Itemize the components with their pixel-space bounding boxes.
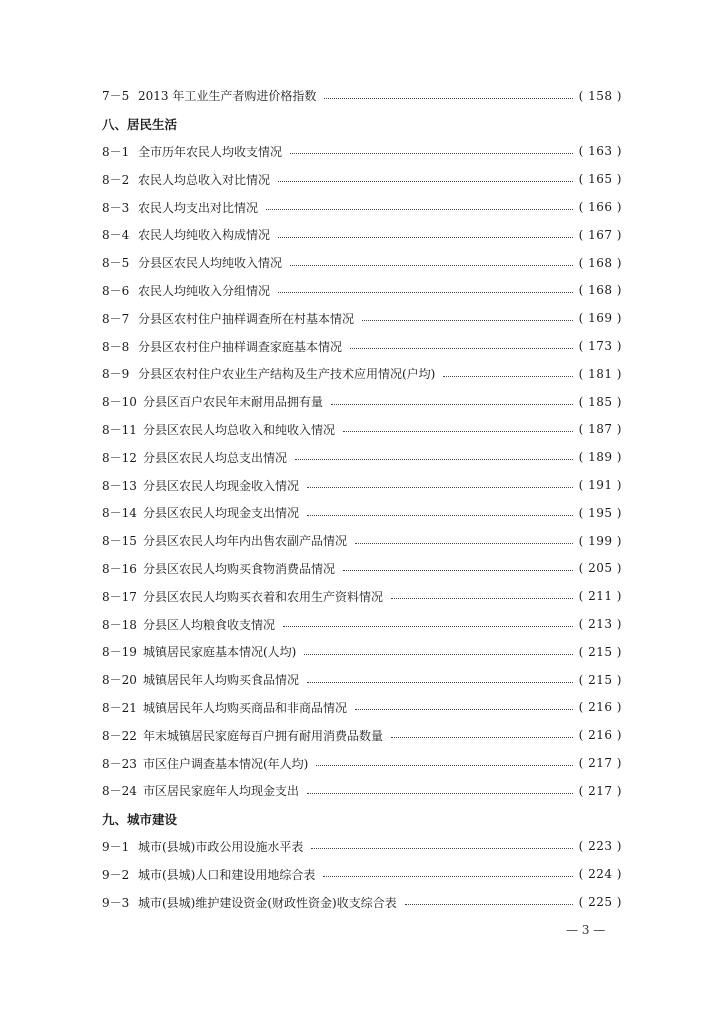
toc-entry-number: 9－1 — [102, 839, 130, 854]
toc-entry-page: ( 191 ) — [578, 478, 622, 493]
toc-entry-page: ( 224 ) — [578, 867, 622, 882]
toc-entry-title: 分县区人均粮食收支情况 — [143, 617, 276, 632]
toc-entry-title: 城市(县城)人口和建设用地综合表 — [138, 867, 316, 882]
toc-entry-page: ( 168 ) — [578, 255, 622, 270]
toc-entry[interactable] — [102, 582, 622, 610]
toc-entry-number: 8－1 — [102, 144, 130, 159]
toc-entry-title: 分县区农村住户抽样调查家庭基本情况 — [138, 339, 343, 354]
dot-leader — [307, 514, 573, 516]
toc-entry-page: ( 168 ) — [578, 283, 622, 298]
toc-entry-number: 9－2 — [102, 867, 130, 882]
toc-section-heading: 九、城市建设 — [102, 811, 178, 827]
toc-entry-title: 分县区百户农民年末耐用品拥有量 — [143, 395, 324, 410]
dot-leader — [323, 875, 572, 877]
toc-entry-page: ( 165 ) — [578, 172, 622, 187]
toc-entry-number: 8－13 — [102, 478, 137, 493]
toc-entry-number: 8－10 — [102, 395, 137, 410]
dot-leader — [307, 792, 573, 794]
dot-leader — [343, 569, 573, 571]
toc-entry-title: 分县区农民人均总支出情况 — [143, 450, 288, 465]
dot-leader — [304, 653, 572, 655]
toc-entry[interactable] — [102, 221, 622, 249]
toc-entry-number: 8－11 — [102, 422, 137, 437]
toc-entry[interactable] — [102, 833, 622, 861]
toc-entry-number: 8－16 — [102, 561, 137, 576]
toc-entry-title: 年末城镇居民家庭每百户拥有耐用消费品数量 — [143, 728, 384, 743]
toc-entry-number: 7－5 — [102, 89, 130, 104]
toc-entry[interactable] — [102, 360, 622, 388]
toc-entry-number: 8－23 — [102, 756, 137, 771]
toc-entry-title: 农民人均支出对比情况 — [138, 200, 259, 215]
dot-leader — [316, 764, 572, 766]
toc-entry-number: 8－6 — [102, 283, 130, 298]
dot-leader — [307, 681, 573, 683]
table-of-contents — [102, 82, 622, 916]
toc-entry[interactable] — [102, 443, 622, 471]
toc-entry-page: ( 199 ) — [578, 533, 622, 548]
toc-entry-page: ( 223 ) — [578, 839, 622, 854]
toc-entry-page: ( 163 ) — [578, 144, 622, 159]
toc-entry[interactable] — [102, 332, 622, 360]
toc-entry-number: 8－24 — [102, 784, 137, 799]
toc-entry-number: 8－4 — [102, 228, 130, 243]
toc-entry-number: 8－14 — [102, 506, 137, 521]
dot-leader — [307, 486, 573, 488]
toc-entry[interactable] — [102, 888, 622, 916]
toc-entry-number: 8－3 — [102, 200, 130, 215]
dot-leader — [311, 847, 572, 849]
toc-entry-title: 城镇居民年人均购买食品情况 — [143, 673, 300, 688]
toc-entry-page: ( 217 ) — [578, 783, 622, 798]
toc-entry-title: 分县区农民人均年内出售农副产品情况 — [143, 534, 348, 549]
toc-entry[interactable] — [102, 610, 622, 638]
toc-entry-number: 9－3 — [102, 895, 130, 910]
toc-entry[interactable] — [102, 416, 622, 444]
toc-entry-page: ( 185 ) — [578, 394, 622, 409]
toc-entry[interactable] — [102, 249, 622, 277]
dot-leader — [443, 375, 572, 377]
toc-entry-page: ( 167 ) — [578, 227, 622, 242]
toc-entry[interactable] — [102, 82, 622, 110]
dot-leader — [362, 319, 573, 321]
toc-entry-title: 全市历年农民人均收支情况 — [138, 144, 283, 159]
toc-entry-page: ( 187 ) — [578, 422, 622, 437]
dot-leader — [278, 180, 573, 182]
toc-entry-number: 8－18 — [102, 617, 137, 632]
toc-entry-page: ( 225 ) — [578, 895, 622, 909]
toc-entry[interactable] — [102, 304, 622, 332]
toc-entry[interactable] — [102, 638, 622, 666]
toc-entry-title: 城镇居民年人均购买商品和非商品情况 — [143, 700, 348, 715]
dot-leader — [278, 236, 573, 238]
toc-entry-title: 2013 年工业生产者购进价格指数 — [138, 89, 317, 104]
toc-entry[interactable] — [102, 749, 622, 777]
toc-entry-title: 市区住户调查基本情况(年人均) — [143, 756, 309, 771]
toc-entry-title: 分县区农民人均总收入和纯收入情况 — [143, 422, 336, 437]
toc-entry-page: ( 215 ) — [578, 644, 622, 659]
toc-entry-number: 8－8 — [102, 339, 130, 354]
toc-entry[interactable] — [102, 165, 622, 193]
dot-leader — [278, 291, 573, 293]
toc-entry-number: 8－7 — [102, 311, 130, 326]
toc-entry-page: ( 181 ) — [578, 366, 622, 381]
toc-entry[interactable] — [102, 138, 622, 166]
toc-entry-number: 8－17 — [102, 589, 137, 604]
toc-entry-number: 8－21 — [102, 700, 137, 715]
toc-entry-number: 8－19 — [102, 645, 137, 660]
page-number: — 3 — — [566, 923, 606, 937]
toc-entry-title: 分县区农民人均现金支出情况 — [143, 506, 300, 521]
toc-entry-page: ( 205 ) — [578, 561, 622, 576]
toc-entry-page: ( 195 ) — [578, 505, 622, 520]
toc-entry-page: ( 216 ) — [578, 700, 622, 715]
toc-entry-number: 8－5 — [102, 256, 130, 271]
toc-entry[interactable] — [102, 499, 622, 527]
toc-entry-number: 8－20 — [102, 673, 137, 688]
toc-entry-title: 农民人均总收入对比情况 — [138, 172, 271, 187]
dot-leader — [355, 708, 573, 710]
toc-entry-title: 分县区农村住户抽样调查所在村基本情况 — [138, 311, 355, 326]
toc-entry-title: 分县区农民人均购买衣着和农用生产资料情况 — [143, 589, 384, 604]
toc-entry[interactable] — [102, 193, 622, 221]
dot-leader — [343, 430, 573, 432]
dot-leader — [324, 97, 572, 99]
toc-entry[interactable] — [102, 471, 622, 499]
dot-leader — [331, 403, 573, 405]
dot-leader — [391, 736, 573, 738]
toc-entry-title: 市区居民家庭年人均现金支出 — [143, 784, 300, 799]
toc-entry-number: 8－15 — [102, 534, 137, 549]
toc-entry-title: 分县区农村住户农业生产结构及生产技术应用情况(户均) — [138, 367, 436, 382]
toc-entry-title: 农民人均纯收入构成情况 — [138, 228, 271, 243]
toc-entry-page: ( 211 ) — [578, 589, 622, 604]
dot-leader — [355, 542, 573, 544]
toc-entry-title: 分县区农民人均纯收入情况 — [138, 256, 283, 271]
toc-entry[interactable] — [102, 666, 622, 694]
toc-entry-page: ( 158 ) — [578, 88, 622, 103]
toc-entry-title: 分县区农民人均购买食物消费品情况 — [143, 561, 336, 576]
dot-leader — [350, 347, 573, 349]
toc-entry-page: ( 216 ) — [578, 728, 622, 743]
toc-entry-page: ( 213 ) — [578, 617, 622, 632]
toc-entry-page: ( 217 ) — [578, 756, 622, 771]
toc-section-heading: 八、居民生活 — [102, 116, 178, 132]
dot-leader — [295, 458, 573, 460]
toc-entry[interactable] — [102, 277, 622, 305]
toc-entry[interactable] — [102, 777, 622, 805]
toc-entry[interactable] — [102, 860, 622, 888]
dot-leader — [290, 152, 573, 154]
toc-entry-number: 8－9 — [102, 367, 130, 382]
dot-leader — [266, 208, 573, 210]
toc-entry-page: ( 189 ) — [578, 450, 622, 465]
toc-entry-number: 8－12 — [102, 450, 137, 465]
toc-entry[interactable] — [102, 721, 622, 749]
dot-leader — [290, 264, 573, 266]
toc-entry-title: 分县区农民人均现金收入情况 — [143, 478, 300, 493]
toc-entry-number: 8－22 — [102, 728, 137, 743]
toc-entry[interactable] — [102, 388, 622, 416]
toc-entry-page: ( 169 ) — [578, 311, 622, 326]
toc-entry-title: 农民人均纯收入分组情况 — [138, 283, 271, 298]
toc-entry-page: ( 166 ) — [578, 200, 622, 215]
toc-entry-number: 8－2 — [102, 172, 130, 187]
toc-entry[interactable] — [102, 527, 622, 555]
dot-leader — [405, 903, 573, 905]
toc-entry-page: ( 215 ) — [578, 672, 622, 687]
toc-entry-title: 城镇居民家庭基本情况(人均) — [143, 645, 297, 660]
toc-entry[interactable] — [102, 694, 622, 722]
toc-entry-page: ( 173 ) — [578, 339, 622, 354]
toc-entry-title: 城市(县城)市政公用设施水平表 — [138, 839, 304, 854]
dot-leader — [283, 625, 573, 627]
toc-entry-title: 城市(县城)维护建设资金(财政性资金)收支综合表 — [138, 895, 397, 910]
dot-leader — [391, 597, 573, 599]
toc-entry[interactable] — [102, 555, 622, 583]
